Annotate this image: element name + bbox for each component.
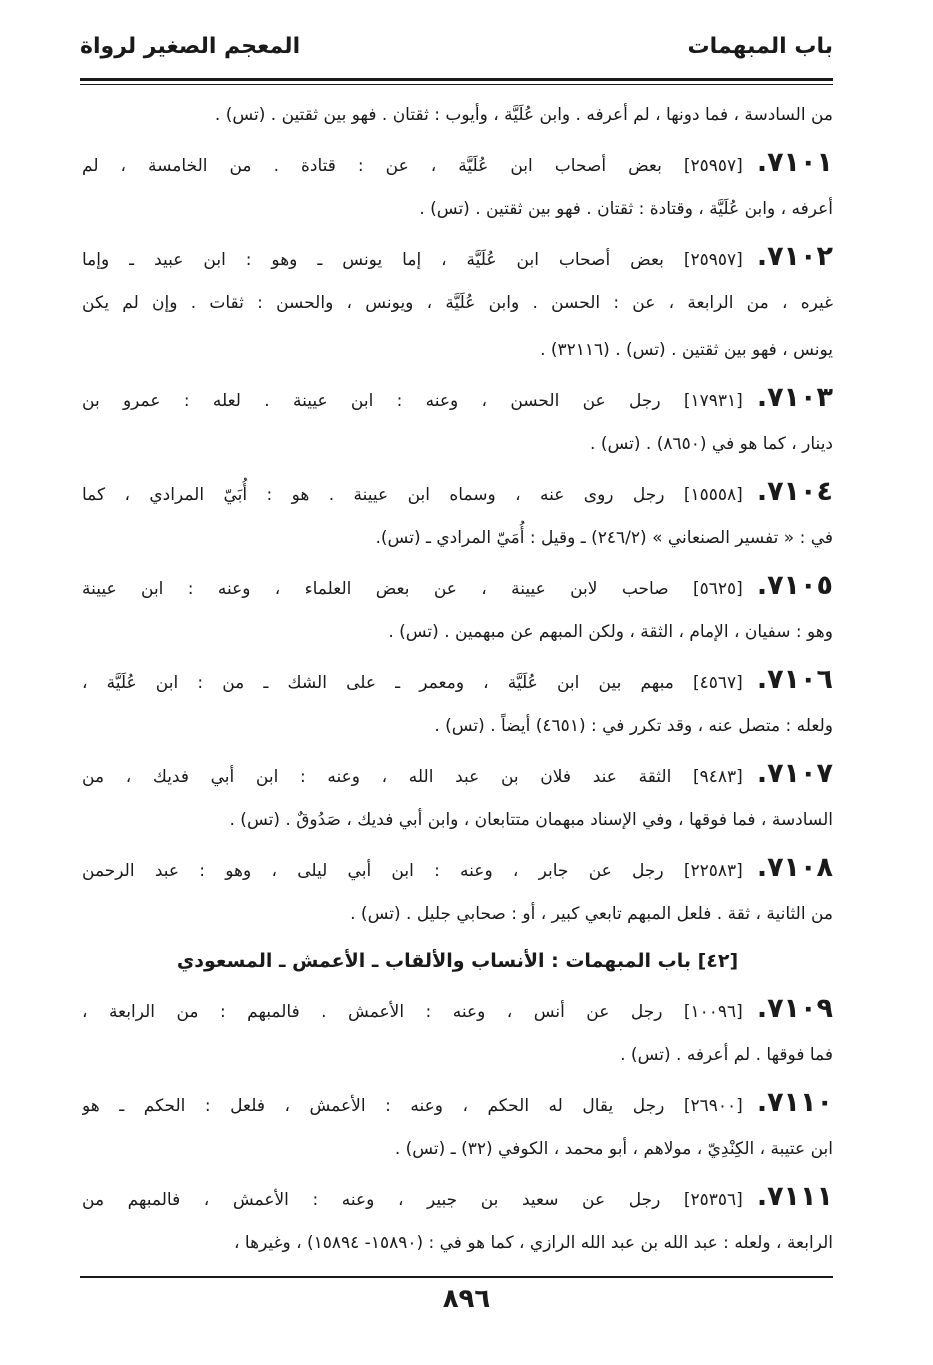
entry-number: ٧١١١. <box>756 1181 833 1212</box>
entry-first-line <box>82 844 833 891</box>
entry-continuation-line: الرابعة ، ولعله : عبد الله بن عبد الله الرازي ، كما هو في : (١٥٨٩٠- ١٥٨٩٤) ، وغيرها ، <box>234 1233 833 1253</box>
entry-continuation-line: وهو : سفيان ، الإمام ، الثقة ، ولكن المبهم عن مبهمين . (تس) . <box>388 622 833 642</box>
entries-group <box>82 139 833 938</box>
entry-first-line <box>82 468 833 515</box>
header-rule-thin <box>80 84 833 85</box>
entry-text: [٩٤٨٣] الثقة عند فلان بن عبد الله ، وعنه : ابن أبي فديك ، من <box>82 767 743 787</box>
section-title: باب المبهمات <box>687 34 833 59</box>
entry-continuation-line: أعرفه ، وابن عُلَيَّة ، وقتادة : ثقتان . فهو بين ثقتين . (تس) . <box>419 199 833 219</box>
entry-number: ٧١١٠. <box>756 1087 833 1118</box>
entry-number: ٧١٠٧. <box>756 758 833 789</box>
entry-number: ٧١٠٦. <box>756 664 833 695</box>
entry-first-line <box>82 656 833 703</box>
entry-first-line <box>82 139 833 186</box>
entry-first-line <box>82 1173 833 1220</box>
entry-text: [٢٥٩٥٧] بعض أصحاب ابن عُلَيَّة ، إما يونس ـ وهو : ابن عبيد ـ وإما <box>82 250 743 270</box>
section-heading: [٤٢] باب المبهمات : الأنساب والألقاب ـ الأعمش ـ المسعودي <box>176 950 739 972</box>
entries-group-2 <box>82 985 833 1267</box>
entry-number: ٧١٠٨. <box>756 852 833 883</box>
entry-text: [٤٥٦٧] مبهم بين ابن عُلَيَّة ، ومعمر ـ على الشك ـ من : ابن عُلَيَّة ، <box>82 673 743 693</box>
entry-text: [٢٥٩٥٧] بعض أصحاب ابن عُلَيَّة ، عن : قتادة . من الخامسة ، لم <box>82 156 743 176</box>
entry-continuation-line: السادسة ، فما فوقها ، وفي الإسناد مبهمان متتابعان ، وابن أبي فديك ، صَدُوقٌ . (تس) . <box>229 810 833 830</box>
entry-continuation-line: فما فوقها . لم أعرفه . (تس) . <box>620 1045 833 1065</box>
entry-continuation-line: دينار ، كما هو في (٨٦٥٠) . (تس) . <box>590 434 833 454</box>
running-head <box>80 30 833 76</box>
entry-number: ٧١٠٥. <box>756 570 833 601</box>
entry-text: [٢٢٥٨٣] رجل عن جابر ، وعنه : ابن أبي ليلى ، وهو : عبد الرحمن <box>82 861 743 881</box>
entry-first-line <box>82 374 833 421</box>
entry-number: ٧١٠٢. <box>756 241 833 272</box>
entry-text: [٢٥٣٥٦] رجل عن سعيد بن جبير ، وعنه : الأعمش ، فالمبهم من <box>82 1190 743 1210</box>
entry-continuation-line: ولعله : متصل عنه ، وقد تكرر في : (٤٦٥١) أيضاً . (تس) . <box>434 716 833 736</box>
body-text <box>82 92 833 1267</box>
entry-text: [٥٦٢٥] صاحب لابن عيينة ، عن بعض العلماء ، وعنه : ابن عيينة <box>82 579 743 599</box>
continued-line: من السادسة ، فما دونها ، لم أعرفه . وابن عُلَيَّة ، وأيوب : ثقتان . فهو بين ثقتين . (تس) . <box>214 105 833 125</box>
entry-number: ٧١٠٤. <box>756 476 833 507</box>
entry-first-line <box>82 1079 833 1126</box>
entry-continuation-line: في : « تفسير الصنعاني » (٢٤٦/٢) ـ وقيل : أُمَيّ المرادي ـ (تس). <box>375 528 833 548</box>
entry-text: [١٧٩٣١] رجل عن الحسن ، وعنه : ابن عيينة . لعله : عمرو بن <box>82 391 743 411</box>
entry-continuation-line: ابن عتيبة ، الكِنْدِيّ ، مولاهم ، أبو محمد ، الكوفي (٣٢) ـ (تس) . <box>394 1139 833 1159</box>
entry-continuation-line: من الثانية ، ثقة . فلعل المبهم تابعي كبير ، أو : صحابي جليل . (تس) . <box>350 904 833 924</box>
entry-text: [١٥٥٥٨] رجل روى عنه ، وسماه ابن عيينة . هو : أُبَيّ المرادي ، كما <box>82 485 743 505</box>
entry-text: [٢٦٩٠٠] رجل يقال له الحكم ، وعنه : الأعمش ، فلعل : الحكم ـ هو <box>82 1096 743 1116</box>
page-number: ٨٩٦ <box>442 1284 491 1314</box>
entry-continuation-line: يونس ، فهو بين ثقتين . (تس) . (٣٢١١٦) . <box>540 340 833 360</box>
entry-number: ٧١٠١. <box>756 147 833 178</box>
entry-text: [١٠٠٩٦] رجل عن أنس ، وعنه : الأعمش . فالمبهم : من الرابعة ، <box>82 1002 743 1022</box>
header-rule-thick <box>80 78 833 81</box>
entry-first-line <box>82 985 833 1032</box>
entry-number: ٧١٠٣. <box>756 382 833 413</box>
entry-continuation-line: غيره ، من الرابعة ، عن : الحسن . وابن عُلَيَّة ، ويونس ، والحسن : ثقات . وإن لم يكن <box>82 293 833 313</box>
entry-first-line <box>82 750 833 797</box>
footer-rule <box>80 1276 833 1278</box>
book-title: المعجم الصغير لرواة <box>80 34 301 59</box>
entry-first-line <box>82 233 833 280</box>
entry-number: ٧١٠٩. <box>756 993 833 1024</box>
entry-first-line <box>82 562 833 609</box>
